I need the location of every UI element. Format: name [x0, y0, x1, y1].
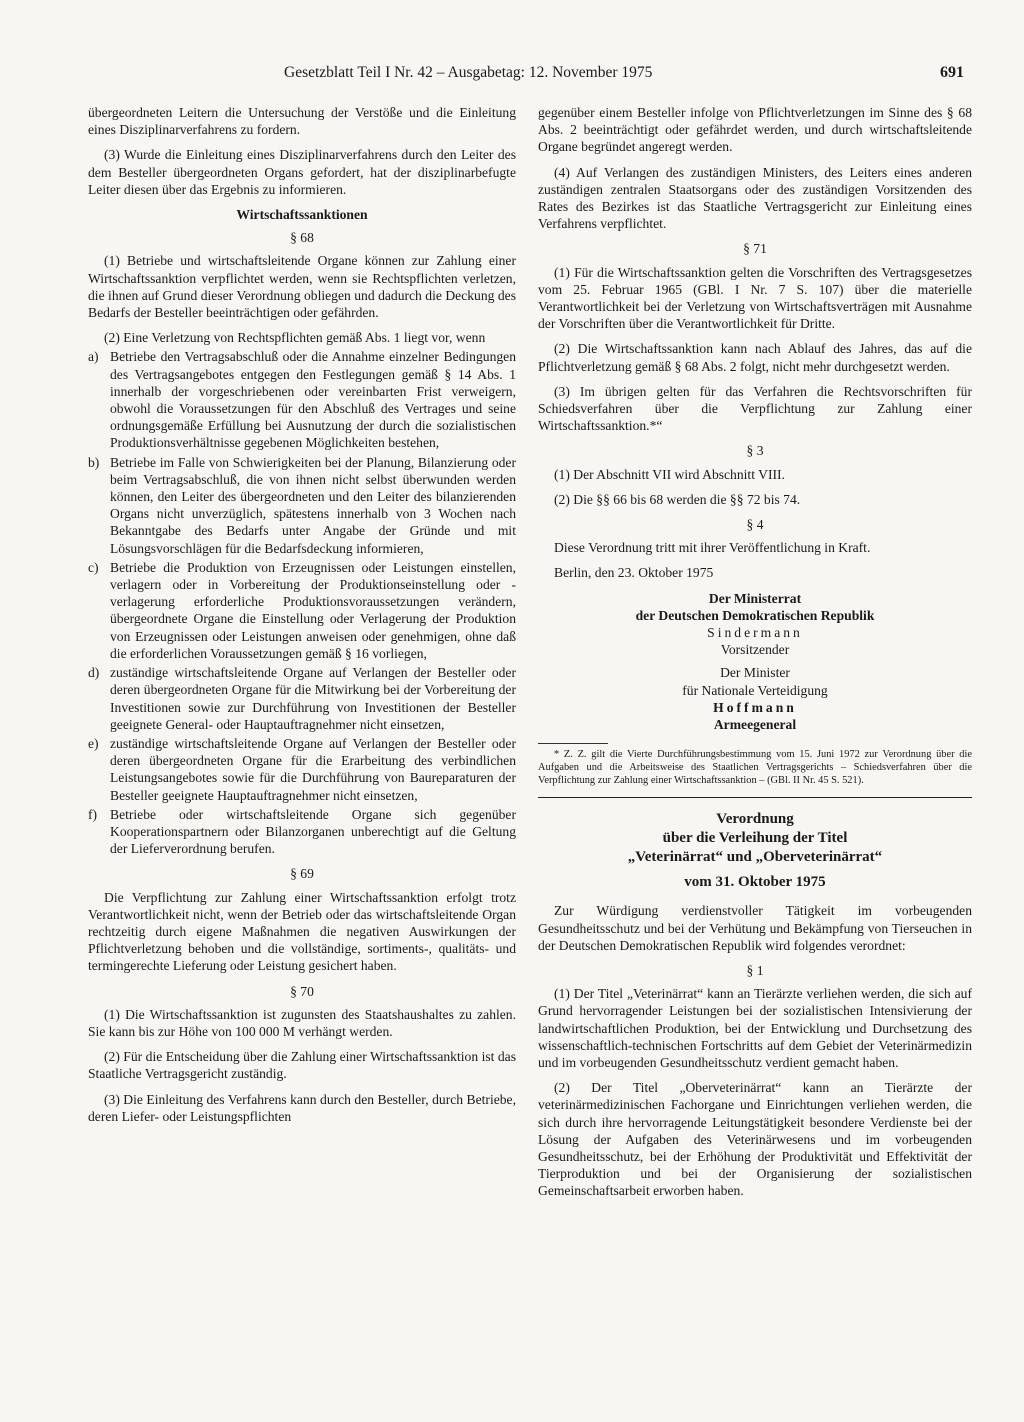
list-item: [88, 559, 516, 662]
section-number: § 70: [290, 983, 314, 999]
list-text: zuständige wirtschaftsleitende Organe auf Verlangen der Besteller oder deren übergeordneten Organe für die Erarbeitung des verbindlichen Leistungsangebotes sowie für die Durchführung von Baureparaturen der Besteller geeignete Hauptauftragnehmer nicht einsetzen,: [110, 735, 516, 803]
signature-title: für Nationale Verteidigung: [682, 682, 828, 698]
footnote: * Z. Z. gilt die Vierte Durchführungsbestimmung vom 15. Juni 1972 zur Verordnung über die Aufgaben und die Arbeitsweise des Staatlichen Vertragsgerichts – Schiedsverfahren über die Verpflichtung zur Zahlung einer Wirtschaftssanktion – (GBl. II Nr. 45 S. 521).: [538, 749, 972, 787]
paragraph: (1) Der Titel „Veterinärrat“ kann an Tierärzte verliehen werden, die sich auf Grund hervorragender Leistungen bei der sozialistischen Intensivierung der landwirtschaftlichen Produktion, bei der Entwicklung und Durchsetzung des wissenschaftlich-technischen Fortschritts auf dem Gebiet der Veterinärmedizin und im vorbeugenden Gesundheitsschutz verdient gemacht haben.: [538, 986, 972, 1070]
signature-org: der Deutschen Demokratischen Republik: [635, 607, 875, 623]
ordinance-title-line: „Veterinärrat“ und „Oberveterinärrat“: [627, 849, 883, 866]
paragraph: (3) Im übrigen gelten für das Verfahren die Rechtsvorschriften für Schiedsverfahren über die Verpflichtung zur Zahlung einer Wirtschaftssanktion.*“: [538, 383, 972, 434]
paragraph: (1) Der Abschnitt VII wird Abschnitt VIII.: [554, 466, 785, 482]
section-heading: Wirtschaftssanktionen: [236, 207, 368, 223]
left-column: [88, 104, 516, 1133]
page-number: 691: [940, 64, 964, 81]
ordinance-title-line: über die Verleihung der Titel: [662, 830, 848, 847]
list-item: [88, 454, 516, 557]
ordinance-title-line: Verordnung: [716, 811, 794, 828]
paragraph: Die Verpflichtung zur Zahlung einer Wirtschaftssanktion erfolgt trotz Verantwortlichkeit nicht, wenn der Betrieb oder das wirtschaftsleitende Organ rechtzeitig durch eigene Maßnahmen die negativen Auswirkungen der Pflichtverletzung behoben und die vollständige, sortiments-, qualitäts- und termingerechte Lieferung oder Leistung gesichert haben.: [88, 889, 516, 974]
section-number: § 69: [290, 866, 314, 882]
section-separator: [538, 797, 972, 798]
paragraph: (1) Für die Wirtschaftssanktion gelten die Vorschriften des Vertragsgesetzes vom 25. Februar 1965 (GBl. I Nr. 7 S. 107) über die materielle Verantwortlichkeit bei der Verletzung von Wirtschaftsverträgen mit Ausnahme der Vorschriften über die Verantwortlichkeit für Dritte.: [538, 264, 972, 332]
list-label: a): [88, 349, 99, 365]
paragraph: (2) Die §§ 66 bis 68 werden die §§ 72 bis 74.: [554, 491, 801, 507]
signature-role: Armeegeneral: [713, 717, 797, 733]
list-text: Betriebe die Produktion von Erzeugnissen oder Leistungen einstellen, verlagern oder in Vorbereitung der Produktionseinstellung oder -verlagerung erforderliche Produktionsvoraussetzungen verändern, übergeordnete Organe die Einstellung oder Verlagerung der Produktion von Erzeugnissen oder Leistungen anweisen oder genehmigen, ohne daß die erforderlichen Voraussetzungen gemäß § 16 vorliegen,: [110, 559, 516, 661]
list-item: [88, 664, 516, 733]
paragraph: (1) Betriebe und wirtschaftsleitende Organe können zur Zahlung einer Wirtschaftssanktion verpflichtet werden, wenn sie Rechtspflichten verletzen, die ihnen auf Grund dieser Verordnung obliegen und dadurch die Deckung des Bedarfs der Besteller beeinträchtigen oder gefährden.: [88, 253, 516, 321]
list-item: [88, 348, 516, 451]
list-item: [88, 735, 516, 804]
paragraph: (3) Die Einleitung des Verfahrens kann durch den Besteller, durch Betriebe, deren Liefer- oder Leistungspflichten: [88, 1091, 516, 1124]
list-label: f): [88, 806, 98, 822]
section-number: § 71: [743, 241, 767, 257]
list-label: b): [88, 454, 100, 470]
section-number: § 4: [746, 517, 764, 533]
paragraph: gegenüber einem Besteller infolge von Pflichtverletzungen im Sinne des § 68 Abs. 2 beeinträchtigt oder gefährdet werden, und durch wirtschaftsleitende Organe begründet angeregt werden.: [538, 105, 972, 155]
right-column: [538, 104, 972, 1208]
signature-title: Der Minister: [720, 665, 790, 681]
list-item: [88, 806, 516, 858]
signature-name: Hoffmann: [713, 699, 797, 715]
list-text: Betriebe im Falle von Schwierigkeiten bei der Planung, Bilanzierung oder beim Vertragsabschluß, die von ihnen nicht selbst überwunden werden können, den Leiter des übergeordneten und den Leiter des bilanzierenden Organs nicht unverzüglich, spätestens innerhalb von 3 Wochen nach Bekanntgabe des Bedarfs unter Angabe der Gründe und mit Lösungsvorschlägen für die Bedarfsdeckung informieren,: [110, 454, 516, 556]
list-label: e): [88, 735, 99, 751]
header-title: Gesetzblatt Teil I Nr. 42 – Ausgabetag: 12. November 1975: [284, 64, 653, 81]
section-number: § 1: [746, 962, 764, 978]
ordinance-date: vom 31. Oktober 1975: [684, 874, 826, 891]
paragraph: (3) Wurde die Einleitung eines Disziplinarverfahrens durch den Leiter des dem Besteller übergeordneten Organs gefordert, hat der disziplinarbefugte Leiter diesen über das Ergebnis zu informieren.: [88, 147, 516, 197]
paragraph: (2) Der Titel „Oberveterinärrat“ kann an Tierärzte der veterinärmedizinischen Fachorgane und Einrichtungen verliehen werden, die sich durch ihre hervorragende Leitungstätigkeit besondere Verdienste bei der Lösung der Aufgaben des Veterinärwesens und im vorbeugenden Gesundheitsschutz, bei der Erhöhung der Produktivität und Effektivität der Tierproduktion und bei der Organisierung der sozialistischen Gemeinschaftsarbeit erworben haben.: [538, 1080, 972, 1199]
paragraph: (2) Eine Verletzung von Rechtspflichten gemäß Abs. 1 liegt vor, wenn: [104, 330, 486, 346]
ordinance-title: [538, 810, 972, 892]
list-label: c): [88, 559, 99, 575]
section-number: § 3: [746, 443, 764, 459]
list-text: Betriebe oder wirtschaftsleitende Organe sich gegenüber Kooperationspartnern oder Bilanzorganen unberechtigt auf die Geltung der Lieferverordnung berufen.: [110, 806, 516, 857]
paragraph: (2) Für die Entscheidung über die Zahlung einer Wirtschaftssanktion ist das Staatliche Vertragsgericht zuständig.: [88, 1049, 516, 1082]
signature-org: Der Ministerrat: [708, 590, 802, 606]
list-label: d): [88, 665, 100, 681]
paragraph: (2) Die Wirtschaftssanktion kann nach Ablauf des Jahres, das auf die Pflichtverletzung gemäß § 68 Abs. 2 folgt, nicht mehr durchgesetzt werden.: [538, 341, 972, 374]
paragraph: Diese Verordnung tritt mit ihrer Veröffentlichung in Kraft.: [554, 540, 871, 556]
list-text: Betriebe den Vertragsabschluß oder die Annahme einzelner Bedingungen des Vertragsangebotes entgegen den Festlegungen gemäß § 14 Abs. 1 innerhalb der vorgeschriebenen oder vereinbarten Frist verweigern, obwohl die Voraussetzungen für den Abschluß des Vertrages und seine ordnungsgemäße Erfüllung bei Ausnutzung der durch die sozialistischen Produktionsverhältnisse gegebenen Möglichkeiten bestehen,: [110, 349, 516, 451]
paragraph: (4) Auf Verlangen des zuständigen Ministers, des Leiters eines anderen zuständigen zentralen Staatsorgans oder des zuständigen Vorsitzenden des Rates des Bezirkes ist das Staatliche Vertragsgericht zur Einleitung eines Verfahrens verpflichtet.: [538, 164, 972, 232]
paragraph: Zur Würdigung verdienstvoller Tätigkeit im vorbeugenden Gesundheitsschutz und bei der Verhütung und Bekämpfung von Tierseuchen in der Deutschen Demokratischen Republik wird folgendes verordnet:: [538, 903, 972, 953]
paragraph: (1) Die Wirtschaftssanktion ist zugunsten des Staatshaushaltes zu zahlen. Sie kann bis zur Höhe von 100 000 M verhängt werden.: [88, 1006, 516, 1039]
date-line: Berlin, den 23. Oktober 1975: [554, 565, 714, 581]
signature-role: Vorsitzender: [720, 642, 790, 658]
paragraph: übergeordneten Leitern die Untersuchung der Verstöße und die Einleitung eines Disziplinarverfahrens zu fordern.: [88, 105, 516, 138]
footnote-rule: [538, 743, 608, 744]
section-number: § 68: [290, 230, 314, 246]
signature-name: Sindermann: [707, 625, 803, 641]
list-text: zuständige wirtschaftsleitende Organe auf Verlangen der Besteller oder deren übergeordneten Organe für die Mitwirkung bei der Vorbereitung der Investitionen sowie zur Durchführung von Investitionen der Besteller geeignete General- oder Hauptauftragnehmer nicht einsetzen,: [110, 665, 516, 732]
page-header: [88, 64, 964, 86]
